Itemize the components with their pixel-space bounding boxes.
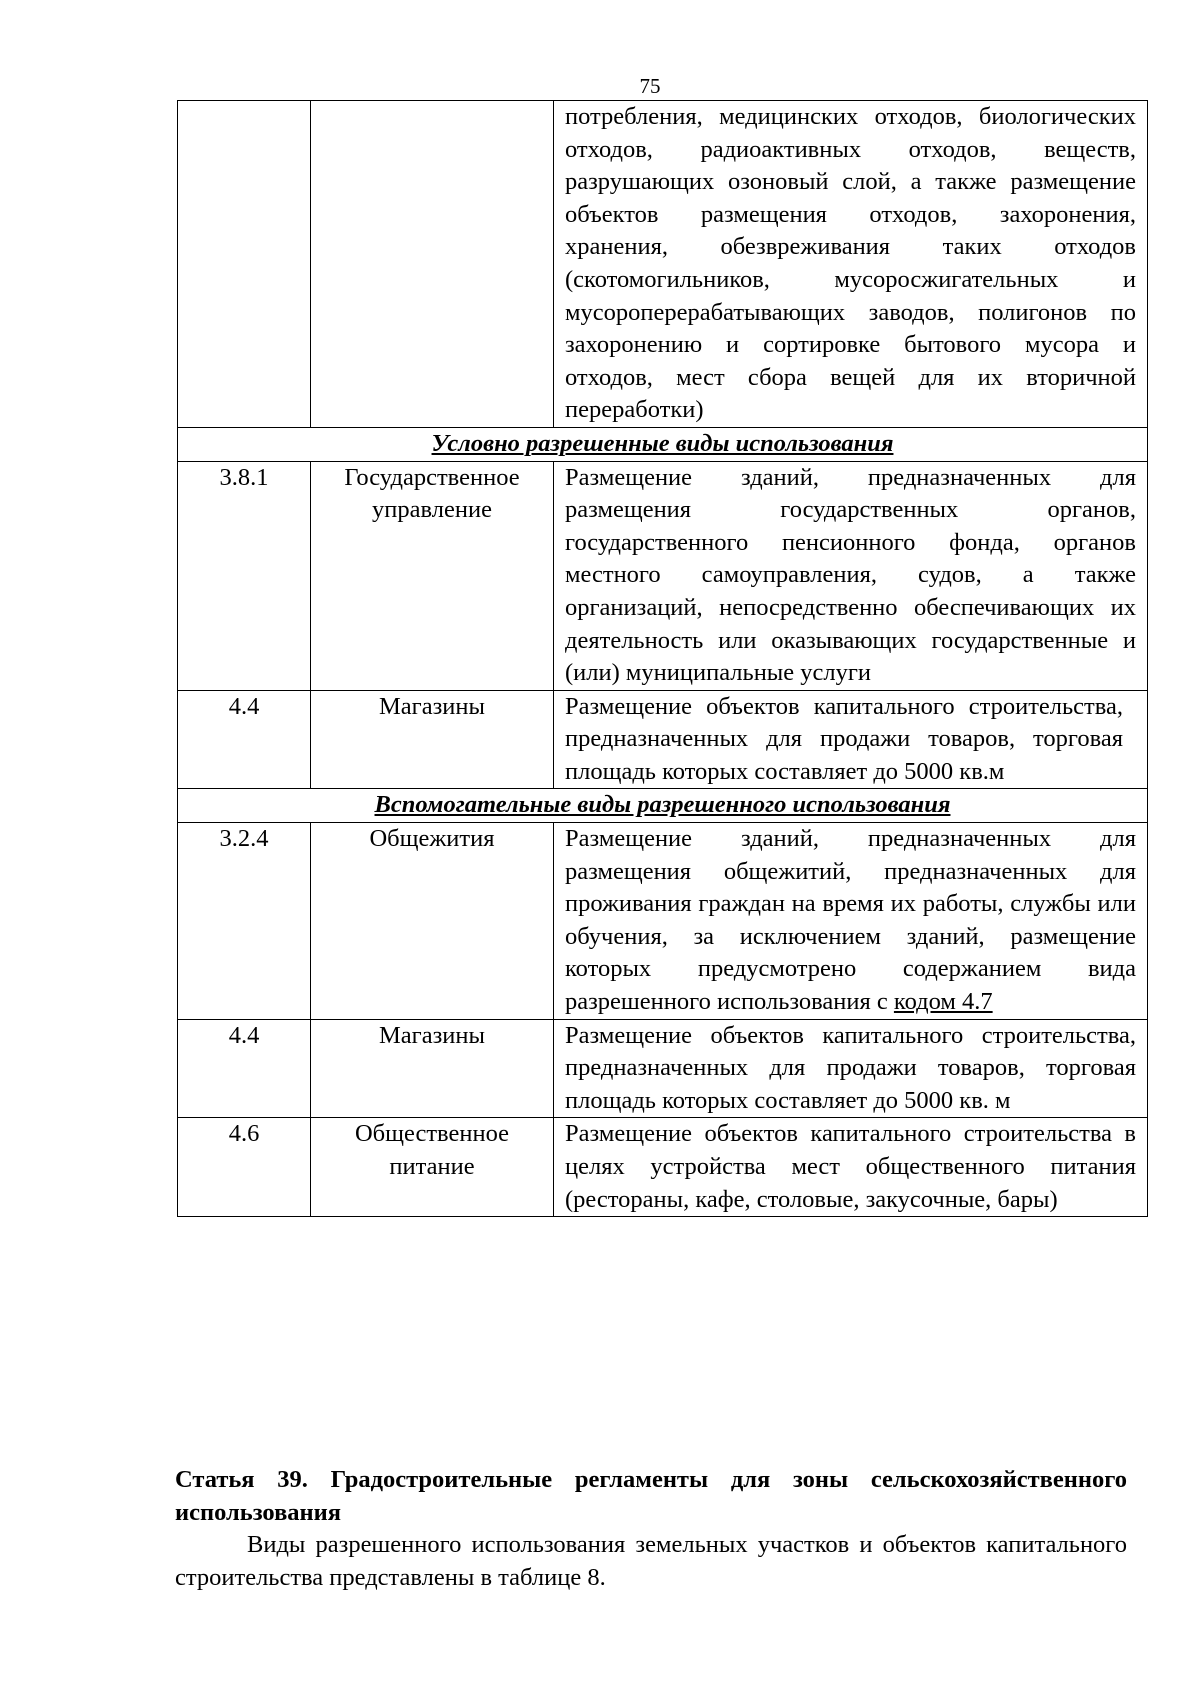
table-row [178, 690, 1148, 789]
row-description: Размещение объектов капитального строительства в целях устройства мест общественного питания (рестораны, кафе, столовые, закусочные, бары) [554, 1118, 1148, 1217]
row-code [178, 101, 311, 428]
article-section [175, 1464, 1127, 1594]
row-description [554, 823, 1148, 1020]
land-use-table [177, 100, 1148, 1217]
page-number: 75 [639, 74, 661, 98]
row-name: Магазины [311, 1019, 554, 1118]
article-title: Статья 39. Градостроительные регламенты для зоны сельскохозяйственного использования [175, 1466, 1127, 1526]
table-row [178, 1118, 1148, 1217]
section-title-conditional: Условно разрешенные виды использования [178, 427, 1148, 461]
code-link[interactable]: кодом 4.7 [893, 988, 993, 1016]
description-text: Размещение зданий, предназначенных для размещения общежитий, предназначенных для проживания граждан на время их работы, службы или обучения, за исключением зданий, размещение которых предусмотрено содержанием вида разрешенного использования с [565, 825, 1136, 1016]
table-row [178, 823, 1148, 1020]
row-name: Магазины [311, 690, 554, 789]
row-description: потребления, медицинских отходов, биологических отходов, радиоактивных отходов, веществ, разрушающих озоновый слой, а также размещение объектов размещения отходов, захоронения, хранения, обезвреживания таких отходов (скотомогильников, мусоросжигательных и мусороперерабатывающих заводов, полигонов по захоронению и сортировке бытового мусора и отходов, мест сбора вещей для их вторичной переработки) [554, 101, 1148, 428]
table-row [178, 461, 1148, 690]
row-description: Размещение объектов капитального строительства, предназначенных для продажи товаров, торговая площадь которых составляет до 5000 кв. м [554, 1019, 1148, 1118]
row-description: Размещение объектов капитального строительства, предназначенных для продажи товаров, торговая площадь которых составляет до 5000 кв.м [554, 690, 1148, 789]
article-body: Виды разрешенного использования земельных участков и объектов капитального строительства представлены в таблице 8. [175, 1531, 1127, 1591]
row-name: Государственное управление [311, 461, 554, 690]
row-code: 4.4 [178, 690, 311, 789]
row-name [311, 101, 554, 428]
row-code: 3.2.4 [178, 823, 311, 1020]
row-name: Общественное питание [311, 1118, 554, 1217]
section-header-row [178, 427, 1148, 461]
row-code: 4.6 [178, 1118, 311, 1217]
section-header-row [178, 789, 1148, 823]
row-name: Общежития [311, 823, 554, 1020]
row-code: 3.8.1 [178, 461, 311, 690]
table-row [178, 1019, 1148, 1118]
section-title-auxiliary: Вспомогательные виды разрешенного использования [178, 789, 1148, 823]
table-row [178, 101, 1148, 428]
row-code: 4.4 [178, 1019, 311, 1118]
row-description: Размещение зданий, предназначенных для размещения государственных органов, государственного пенсионного фонда, органов местного самоуправления, судов, а также организаций, непосредственно обеспечивающих их деятельность или оказывающих государственные и (или) муниципальные услуги [554, 461, 1148, 690]
